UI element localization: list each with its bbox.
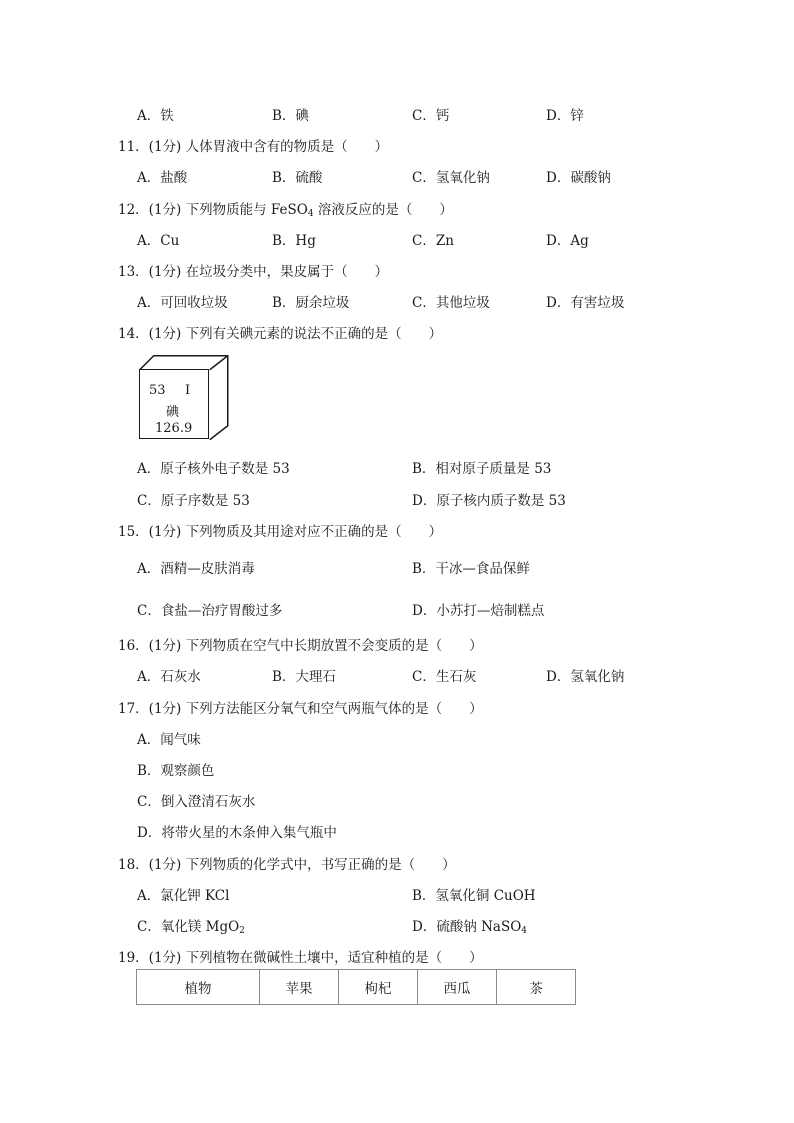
q15-option-a[interactable]: A．酒精—皮肤消毒 xyxy=(137,561,255,577)
q15-stem: 15．(1分) 下列物质及其用途对应不正确的是（ ） xyxy=(118,524,443,540)
table-cell-apple: 苹果 xyxy=(260,970,339,1005)
table-cell-tea: 茶 xyxy=(497,970,576,1005)
q17-option-d[interactable]: D．将带火星的木条伸入集气瓶中 xyxy=(137,825,337,841)
q12-option-a[interactable]: A．Cu xyxy=(137,233,180,249)
q12-option-d[interactable]: D．Ag xyxy=(546,233,589,249)
q18-option-d-subscript: 4 xyxy=(521,926,528,936)
element-symbol: I xyxy=(185,383,191,398)
q17-stem: 17．(1分) 下列方法能区分氧气和空气两瓶气体的是（ ） xyxy=(118,701,483,717)
q13-option-d[interactable]: D．有害垃圾 xyxy=(546,295,625,311)
q12-option-b[interactable]: B．Hg xyxy=(272,233,316,249)
q13-option-c[interactable]: C．其他垃圾 xyxy=(412,295,490,311)
q13-option-a[interactable]: A．可回收垃圾 xyxy=(137,295,228,311)
q16-option-d[interactable]: D．氢氧化钠 xyxy=(546,669,625,685)
q16-option-c[interactable]: C．生石灰 xyxy=(412,669,477,685)
q14-option-c[interactable]: C．原子序数是 53 xyxy=(137,493,250,509)
iodine-element-cell xyxy=(139,355,229,441)
element-name: 碘 xyxy=(166,405,180,420)
q11-option-d[interactable]: D．碳酸钠 xyxy=(546,170,611,186)
table-cell-plant: 植物 xyxy=(137,970,260,1005)
q12-stem-text: 12．(1分) 下列物质能与 FeSO xyxy=(118,202,308,218)
q14-option-d[interactable]: D．原子核内质子数是 53 xyxy=(412,493,566,509)
q15-option-b[interactable]: B．干冰—食品保鲜 xyxy=(412,561,530,577)
q18-option-c-text: C．氧化镁 MgO xyxy=(137,919,240,935)
q12-stem-subscript: 4 xyxy=(307,209,314,219)
element-atomic-number: 53 xyxy=(149,383,166,398)
q18-option-b[interactable]: B．氢氧化铜 CuOH xyxy=(412,888,536,904)
q11-option-a[interactable]: A．盐酸 xyxy=(137,170,188,186)
q11-option-c[interactable]: C．氢氧化钠 xyxy=(412,170,490,186)
q18-option-c-subscript: 2 xyxy=(239,926,245,936)
q13-option-b[interactable]: B．厨余垃圾 xyxy=(272,295,350,311)
q16-option-b[interactable]: B．大理石 xyxy=(272,669,336,685)
q18-option-a[interactable]: A．氯化钾 KCl xyxy=(137,888,230,904)
q12-option-c[interactable]: C．Zn xyxy=(412,233,454,249)
q10-option-a[interactable]: A．铁 xyxy=(137,108,174,124)
q18-option-d-text: D．硫酸钠 NaSO xyxy=(412,919,522,935)
q18-option-d[interactable] xyxy=(412,915,527,936)
q13-stem: 13．(1分) 在垃圾分类中，果皮属于（ ） xyxy=(118,264,389,280)
q18-option-c[interactable] xyxy=(137,915,245,936)
q11-stem: 11．(1分) 人体胃液中含有的物质是（ ） xyxy=(118,139,389,155)
plant-table xyxy=(136,969,576,1005)
q12-stem-text-end: 溶液反应的是（ ） xyxy=(313,202,453,218)
q16-stem: 16．(1分) 下列物质在空气中长期放置不会变质的是（ ） xyxy=(118,638,483,654)
q11-option-b[interactable]: B．硫酸 xyxy=(272,170,323,186)
element-atomic-mass: 126.9 xyxy=(155,421,193,436)
q18-stem: 18．(1分) 下列物质的化学式中，书写正确的是（ ） xyxy=(118,857,456,873)
table-row xyxy=(137,970,576,1005)
q10-option-c[interactable]: C．钙 xyxy=(412,108,450,124)
q14-option-a[interactable]: A．原子核外电子数是 53 xyxy=(137,461,290,477)
q12-stem xyxy=(118,198,453,219)
q19-stem: 19．(1分) 下列植物在微碱性土壤中，适宜种植的是（ ） xyxy=(118,950,483,966)
q16-option-a[interactable]: A．石灰水 xyxy=(137,669,201,685)
table-cell-goji: 枸杞 xyxy=(339,970,418,1005)
q10-option-d[interactable]: D．锌 xyxy=(546,108,584,124)
q14-stem: 14．(1分) 下列有关碘元素的说法不正确的是（ ） xyxy=(118,326,443,342)
q17-option-c[interactable]: C．倒入澄清石灰水 xyxy=(137,794,256,810)
q10-option-b[interactable]: B．碘 xyxy=(272,108,309,124)
q17-option-b[interactable]: B．观察颜色 xyxy=(137,763,215,779)
q15-option-d[interactable]: D．小苏打—焙制糕点 xyxy=(412,603,545,619)
q17-option-a[interactable]: A．闻气味 xyxy=(137,732,201,748)
table-cell-watermelon: 西瓜 xyxy=(418,970,497,1005)
q14-option-b[interactable]: B．相对原子质量是 53 xyxy=(412,461,552,477)
q15-option-c[interactable]: C．食盐—治疗胃酸过多 xyxy=(137,603,283,619)
